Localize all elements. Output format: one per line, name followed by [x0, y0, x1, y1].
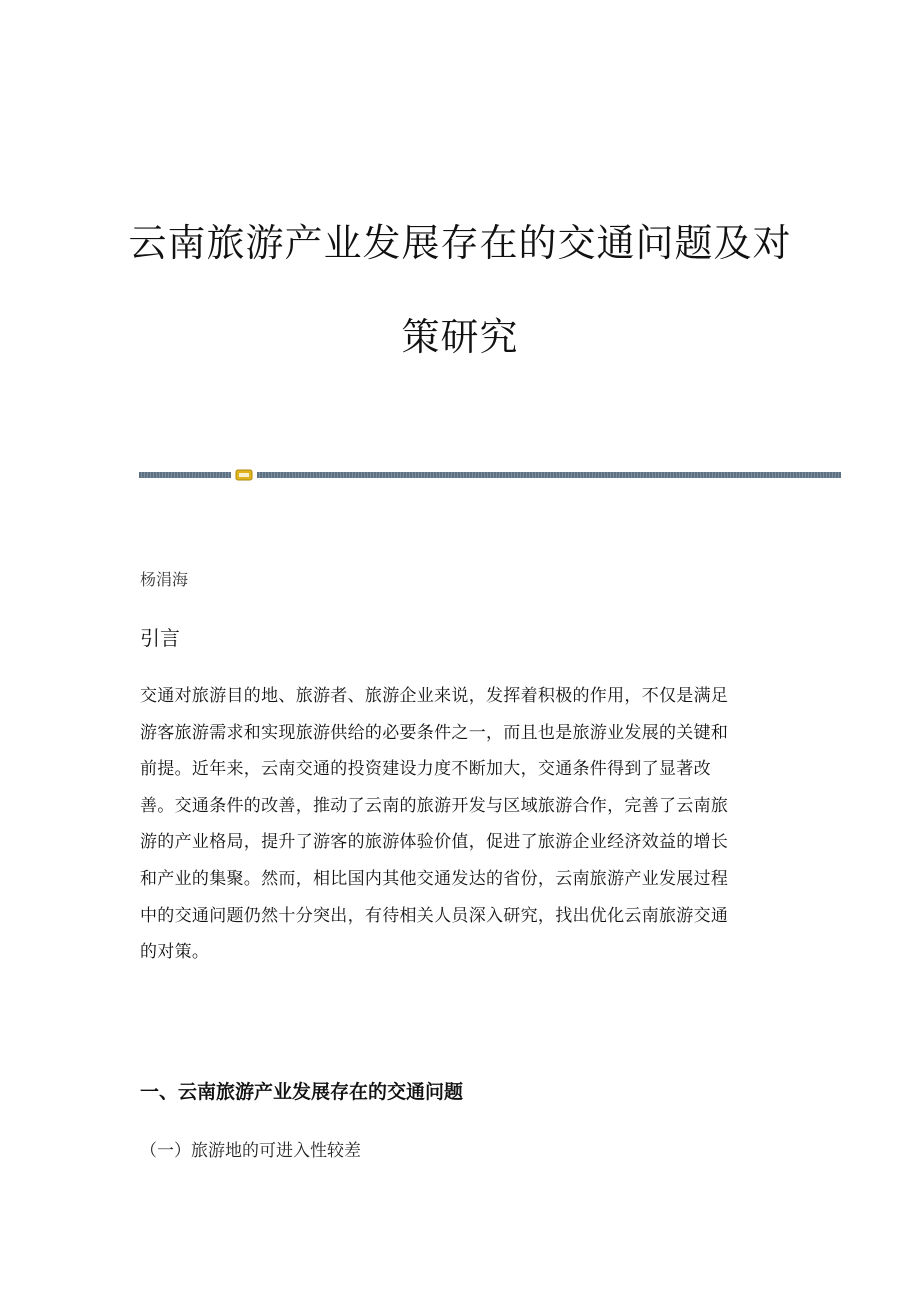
divider-bar-right	[257, 472, 841, 478]
title-divider	[139, 468, 841, 482]
intro-line: 游客旅游需求和实现旅游供给的必要条件之一，而且也是旅游业发展的关键和	[140, 722, 729, 743]
document-title-line-2: 策研究	[401, 315, 519, 359]
divider-bar-left	[139, 472, 231, 478]
intro-paragraph	[140, 684, 780, 977]
divider-ornament-icon	[235, 468, 253, 482]
intro-line: 交通对旅游目的地、旅游者、旅游企业来说，发挥着积极的作用，不仅是满足	[140, 686, 729, 706]
intro-line: 中的交通问题仍然十分突出，有待相关人员深入研究，找出优化云南旅游交通	[140, 905, 729, 926]
intro-line: 的对策。	[140, 942, 210, 963]
intro-line: 游的产业格局，提升了游客的旅游体验价值，促进了旅游企业经济效益的增长	[140, 832, 729, 853]
intro-line: 前提。近年来，云南交通的投资建设力度不断加大，交通条件得到了显著改	[140, 759, 711, 780]
section-1-subheading: （一）旅游地的可进入性较差	[140, 1141, 361, 1161]
intro-heading: 引言	[140, 626, 180, 650]
author-name: 杨涓海	[140, 570, 189, 589]
intro-line: 和产业的集聚。然而，相比国内其他交通发达的省份，云南旅游产业发展过程	[140, 868, 729, 889]
document-title-line-1: 云南旅游产业发展存在的交通问题及对	[128, 221, 792, 265]
intro-line: 善。交通条件的改善，推动了云南的旅游开发与区域旅游合作，完善了云南旅	[140, 795, 729, 816]
section-1-heading: 一、云南旅游产业发展存在的交通问题	[140, 1081, 464, 1103]
